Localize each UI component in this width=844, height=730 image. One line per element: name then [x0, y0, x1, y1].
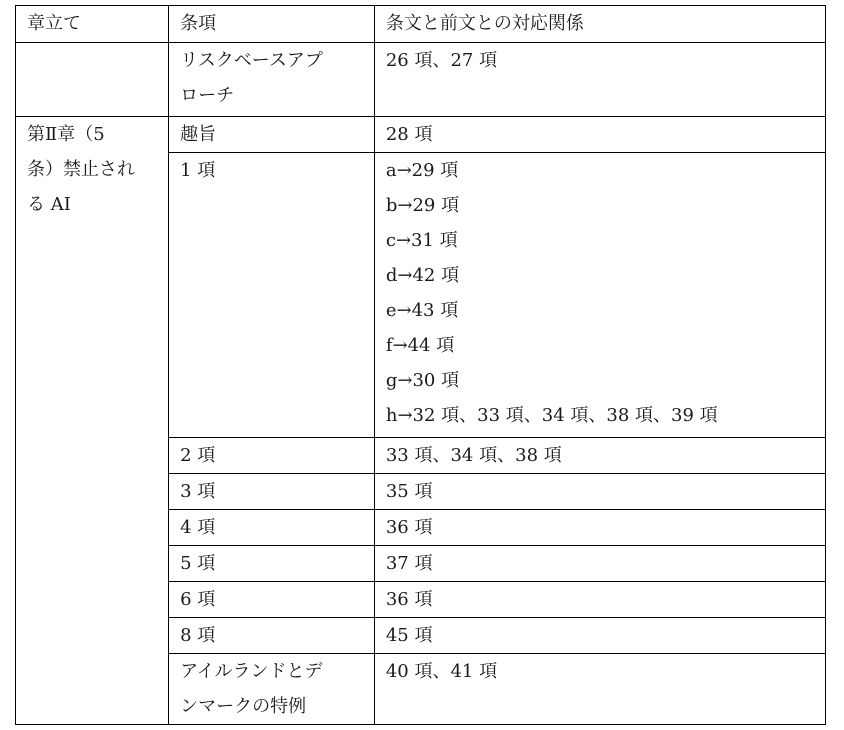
article-cell-paragraph-8: 8 項: [169, 618, 375, 654]
correspondence-line: c→31 項: [385, 230, 458, 251]
table-header-row: [16, 6, 826, 43]
article-line: リスクベースアプ: [180, 50, 323, 71]
article-line: ローチ: [180, 85, 235, 106]
article-cell-ireland-denmark: [169, 654, 375, 725]
table-row-purpose: [16, 117, 826, 153]
correspondence-cell-paragraph-1: [374, 153, 825, 438]
correspondence-line: 26 項、27 項: [385, 50, 498, 71]
correspondence-line: b→29 項: [385, 195, 460, 216]
article-cell-paragraph-2: 2 項: [169, 438, 375, 474]
article-cell-purpose: 趣旨: [169, 117, 375, 153]
header-chapter: 章立て: [16, 6, 169, 43]
chapter-line: 第Ⅱ章（5: [27, 124, 105, 145]
correspondence-cell-paragraph-8: 45 項: [374, 618, 825, 654]
correspondence-line: d→42 項: [385, 265, 460, 286]
article-cell-paragraph-1: 1 項: [169, 153, 375, 438]
header-correspondence: 条文と前文との対応関係: [374, 6, 825, 43]
correspondence-cell-paragraph-4: 36 項: [374, 510, 825, 546]
correspondence-line: e→43 項: [385, 300, 459, 321]
article-cell-paragraph-6: 6 項: [169, 582, 375, 618]
correspondence-cell-purpose: 28 項: [374, 117, 825, 153]
article-cell-paragraph-4: 4 項: [169, 510, 375, 546]
correspondence-line: g→30 項: [385, 370, 460, 391]
correspondence-cell-paragraph-5: 37 項: [374, 546, 825, 582]
correspondence-cell-risk-based-approach: [374, 43, 825, 117]
correspondence-cell-paragraph-3: 35 項: [374, 474, 825, 510]
article-correspondence-table: [15, 5, 826, 725]
chapter-cell-chapter-2: [16, 117, 169, 725]
correspondence-line: a→29 項: [385, 160, 459, 181]
correspondence-cell-ireland-denmark: 40 項、41 項: [374, 654, 825, 725]
article-cell-risk-based-approach: [169, 43, 375, 117]
article-line: ンマークの特例: [180, 696, 307, 717]
article-cell-paragraph-5: 5 項: [169, 546, 375, 582]
chapter-line: る AI: [27, 194, 71, 215]
table-row-risk-based-approach: [16, 43, 826, 117]
correspondence-cell-paragraph-2: 33 項、34 項、38 項: [374, 438, 825, 474]
article-cell-paragraph-3: 3 項: [169, 474, 375, 510]
correspondence-line: h→32 項、33 項、34 項、38 項、39 項: [385, 405, 718, 426]
correspondence-line: f→44 項: [385, 335, 455, 356]
header-article: 条項: [169, 6, 375, 43]
chapter-line: 条）禁止され: [27, 159, 135, 180]
chapter-cell-empty: [16, 43, 169, 117]
correspondence-cell-paragraph-6: 36 項: [374, 582, 825, 618]
article-line: アイルランドとデ: [180, 661, 323, 682]
